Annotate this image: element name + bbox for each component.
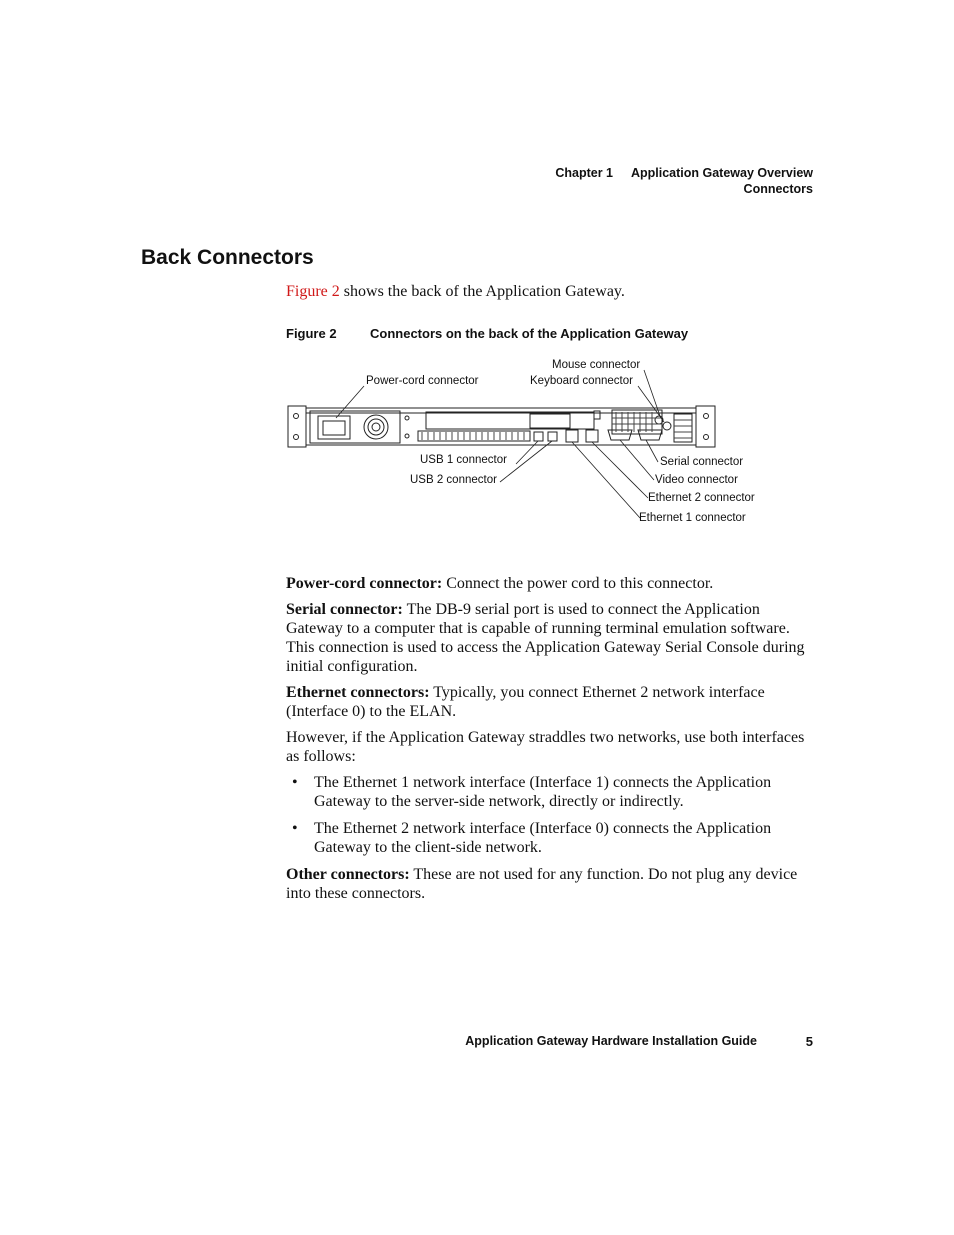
ethernet-1-port	[566, 430, 578, 442]
back-panel-figure	[286, 352, 776, 532]
intro-paragraph	[286, 283, 625, 301]
section-name: Connectors	[743, 182, 813, 196]
left-rack-ear	[288, 406, 306, 447]
ethernet-paragraph	[286, 683, 816, 721]
serial-text: The DB-9 serial port is used to connect the Application Gateway to a computer that is capable of running terminal emulation software. This connection is used to access the Application Gateway Serial Console during initial configuration.	[286, 601, 805, 675]
power-cord-paragraph	[286, 574, 816, 593]
ethernet-text: Typically, you connect Ethernet 2 network interface (Interface 0) to the ELAN.	[286, 684, 765, 720]
leader-lines	[336, 370, 664, 518]
right-rack-ear	[696, 406, 715, 447]
list-item	[286, 819, 816, 857]
mouse-connector-label: Mouse connector	[552, 359, 641, 371]
chapter-number: Chapter 1	[555, 166, 613, 180]
eth2-leader	[592, 442, 648, 498]
other-text: These are not used for any function. Do not plug any device into these connectors.	[286, 866, 798, 902]
power-cord-text: Connect the power cord to this connector.	[442, 575, 714, 592]
left-ear-screw-bottom	[294, 435, 299, 440]
however-paragraph: However, if the Application Gateway straddles two networks, use both interfaces as follows:	[286, 729, 805, 765]
section-title: Back Connectors	[141, 246, 314, 269]
power-cord-connector-label: Power-cord connector	[366, 375, 479, 387]
video-connector-label: Video connector	[655, 474, 738, 486]
other-term: Other connectors:	[286, 866, 410, 883]
power-cord-term: Power-cord connector:	[286, 575, 443, 592]
right-ear-screw-top	[704, 414, 709, 419]
usb-1-connector-label: USB 1 connector	[420, 454, 507, 466]
usb-1-port	[534, 432, 543, 441]
mouse-leader	[644, 370, 660, 416]
serial-port	[638, 430, 662, 440]
keyboard-connector-label: Keyboard connector	[530, 375, 633, 387]
chapter-title: Application Gateway Overview	[630, 166, 813, 180]
serial-term: Serial connector:	[286, 601, 403, 618]
body-text	[286, 574, 816, 910]
usb2-leader	[500, 441, 552, 482]
bullet-text: The Ethernet 1 network interface (Interface 1) connects the Application Gateway to the server-side network, directly or indirectly.	[314, 774, 772, 810]
bullet-icon: •	[292, 820, 298, 837]
serial-leader	[646, 440, 658, 462]
keyboard-leader	[638, 386, 664, 422]
expansion-slot	[426, 412, 594, 429]
figure-label: Figure 2	[286, 326, 337, 341]
psu-screw-top	[405, 416, 409, 420]
bullet-icon: •	[292, 774, 298, 791]
list-item	[286, 773, 816, 811]
serial-connector-label: Serial connector	[660, 456, 744, 468]
serial-paragraph	[286, 600, 816, 676]
ethernet-2-connector-label: Ethernet 2 connector	[648, 492, 755, 504]
ethernet-2-port	[586, 430, 598, 442]
running-header	[555, 165, 813, 197]
other-connectors-paragraph	[286, 865, 816, 903]
psu-fan-inner	[368, 419, 384, 435]
chapter-line	[555, 165, 813, 181]
figure-caption	[286, 326, 688, 341]
back-panel-diagram	[286, 352, 776, 532]
usb-2-port	[548, 432, 557, 441]
slot-bracket	[530, 414, 570, 428]
keyboard-port	[663, 422, 671, 430]
power-inlet-socket	[323, 421, 345, 435]
guide-title: Application Gateway Hardware Installation Guide	[465, 1034, 757, 1048]
ethernet-term: Ethernet connectors:	[286, 684, 430, 701]
left-ear-screw-top	[294, 414, 299, 419]
intro-text: shows the back of the Application Gateway.	[339, 283, 625, 300]
interface-bullet-list	[286, 773, 816, 857]
figure-caption-text: Connectors on the back of the Application Gateway	[370, 326, 689, 341]
slot-latch	[594, 411, 600, 419]
psu-fan-hub	[372, 423, 380, 431]
ethernet-1-connector-label: Ethernet 1 connector	[639, 512, 746, 524]
page-number: 5	[805, 1034, 813, 1049]
psu-screw-bottom	[405, 434, 409, 438]
right-ear-screw-bottom	[704, 435, 709, 440]
bullet-text: The Ethernet 2 network interface (Interface 0) connects the Application Gateway to the client-side network.	[314, 820, 772, 856]
usb-2-connector-label: USB 2 connector	[410, 474, 497, 486]
lower-vent-grille	[418, 431, 530, 441]
figure-link[interactable]: Figure 2	[286, 283, 340, 300]
